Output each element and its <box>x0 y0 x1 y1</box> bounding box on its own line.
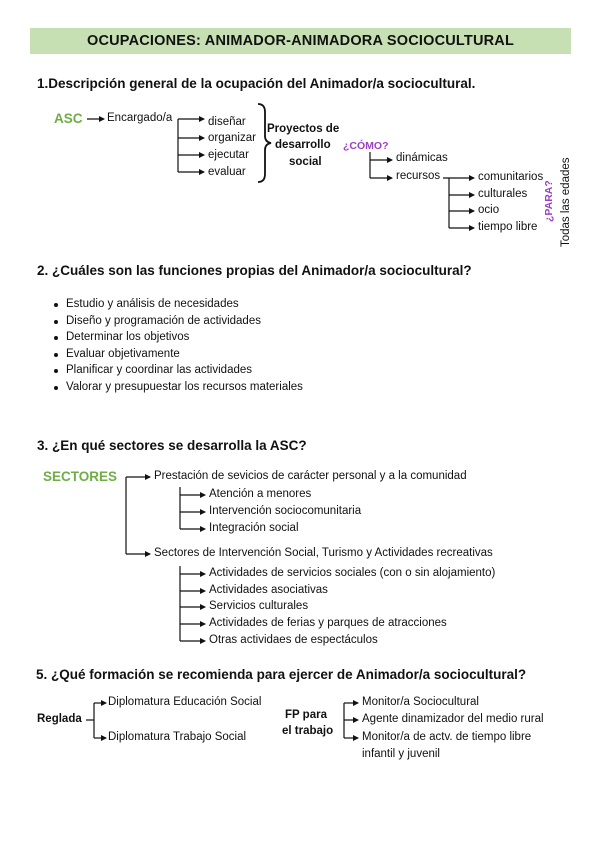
recurso-item: tiempo libre <box>478 221 538 233</box>
sector-item: Actividades de servicios sociales (con o sin alojamiento) <box>209 567 496 579</box>
asc-label: ASC <box>54 111 83 126</box>
fp-label: el trabajo <box>282 725 334 737</box>
sectores-label: SECTORES <box>43 469 118 484</box>
recurso-item: culturales <box>478 188 528 200</box>
list-item: Determinar los objetivos <box>52 329 303 346</box>
list-item: Valorar y presupuestar los recursos materiales <box>52 379 303 396</box>
page-title: OCUPACIONES: ANIMADOR-ANIMADORA SOCIOCULTURAL <box>86 33 515 49</box>
list-item: Evaluar objetivamente <box>52 346 303 363</box>
proyectos-line: social <box>289 156 322 168</box>
fp-label: FP para <box>285 709 327 721</box>
verb-item: ejecutar <box>208 149 249 161</box>
section-1-title: Descripción general de la ocupación del Animador/a sociocultural. <box>48 76 476 91</box>
proyectos-line: Proyectos de <box>267 123 340 135</box>
para-label: ¿PARA? <box>543 180 555 222</box>
edades-label: Todas las edades <box>560 157 572 247</box>
verb-item: evaluar <box>208 166 246 178</box>
sector-branch-2: Sectores de Intervención Social, Turismo y Actividades recreativas <box>154 547 493 559</box>
fp-item: infantil y juvenil <box>362 748 440 760</box>
section-1-heading <box>37 76 475 91</box>
section-2-heading: 2. ¿Cuáles son las funciones propias del Animador/a sociocultural? <box>37 263 472 278</box>
list-item: Diseño y programación de actividades <box>52 313 303 330</box>
sector-item: Atención a menores <box>209 488 312 500</box>
sector-item: Actividades asociativas <box>209 584 328 596</box>
verbs-brace <box>258 104 271 182</box>
list-item: Estudio y análisis de necesidades <box>52 296 303 313</box>
sector-item: Intervención sociocomunitaria <box>209 505 362 517</box>
fp-item: Monitor/a Sociocultural <box>362 696 479 708</box>
functions-list <box>52 296 303 396</box>
verb-item: diseñar <box>208 116 246 128</box>
sector-item: Servicios culturales <box>209 600 309 612</box>
section-5-heading: 5. ¿Qué formación se recomienda para ejercer de Animador/a sociocultural? <box>36 667 527 682</box>
sector-item: Actividades de ferias y parques de atracciones <box>209 617 447 629</box>
list-item: Planificar y coordinar las actividades <box>52 362 303 379</box>
encargado-label: Encargado/a <box>107 112 173 124</box>
sector-item: Integración social <box>209 522 299 534</box>
sector-item: Otras actividaes de espectáculos <box>209 634 378 646</box>
section-3-heading: 3. ¿En qué sectores se desarrolla la ASC? <box>37 438 307 453</box>
recurso-item: comunitarios <box>478 171 544 183</box>
como-item: recursos <box>396 170 441 182</box>
sector-branch-1: Prestación de sevicios de carácter personal y a la comunidad <box>154 470 467 482</box>
proyectos-line: desarrollo <box>275 139 331 151</box>
como-label: ¿CÓMO? <box>343 140 389 152</box>
reglada-item: Diplomatura Trabajo Social <box>108 731 247 743</box>
reglada-item: Diplomatura Educación Social <box>108 696 262 708</box>
como-item: dinámicas <box>396 152 448 164</box>
reglada-label: Reglada <box>37 713 82 725</box>
verb-item: organizar <box>208 132 256 144</box>
section-1-number: 1. <box>37 76 49 91</box>
fp-item: Agente dinamizador del medio rural <box>362 713 544 725</box>
fp-item: Monitor/a de actv. de tiempo libre <box>362 731 532 743</box>
recurso-item: ocio <box>478 204 500 216</box>
